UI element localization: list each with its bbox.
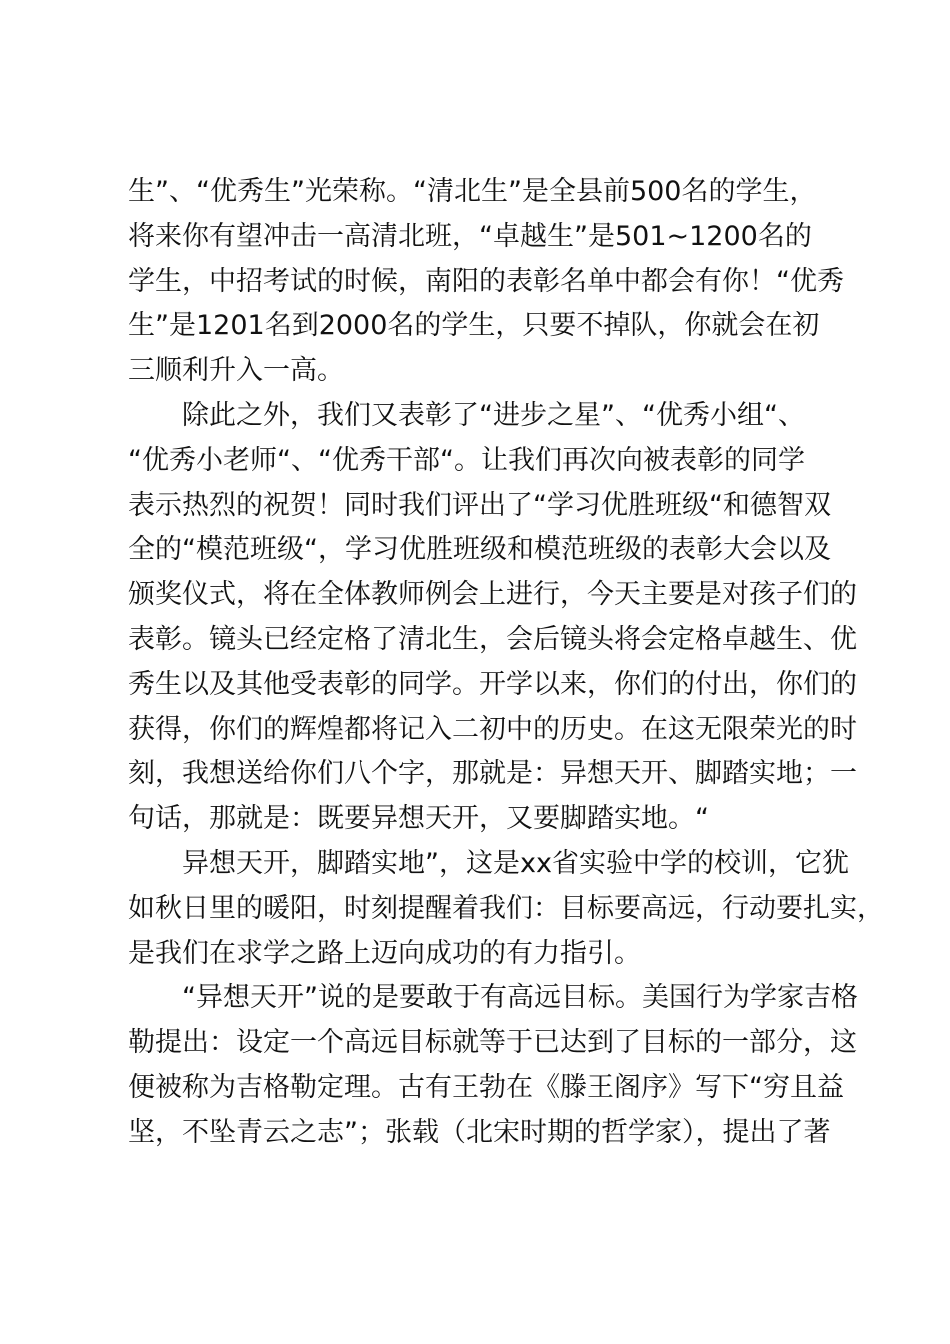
text-line: 勒提出：设定一个高远目标就等于已达到了目标的一部分，这 bbox=[128, 1027, 857, 1059]
text-line: 便被称为吉格勒定理。古有王勃在《滕王阁序》写下“穷且益 bbox=[128, 1071, 844, 1103]
text-line: 全的“模范班级“，学习优胜班级和模范班级的表彰大会以及 bbox=[128, 534, 831, 566]
body-text bbox=[128, 170, 884, 1156]
text-line: 将来你有望冲击一高清北班，“卓越生”是501~1200名的 bbox=[128, 220, 812, 252]
text-line: 颁奖仪式，将在全体教师例会上进行，今天主要是对孩子们的 bbox=[128, 579, 857, 611]
text-line: “异想天开”说的是要敢于有高远目标。美国行为学家吉格 bbox=[182, 982, 858, 1014]
text-line: 如秋日里的暖阳，时刻提醒着我们：目标要高远，行动要扎实， bbox=[128, 892, 884, 924]
text-line: 句话，那就是：既要异想天开，又要脚踏实地。“ bbox=[128, 803, 709, 835]
paragraph-2 bbox=[128, 394, 858, 842]
text-line: 表示热烈的祝贺！同时我们评出了“学习优胜班级“和德智双 bbox=[128, 489, 831, 521]
text-line: 表彰。镜头已经定格了清北生，会后镜头将会定格卓越生、优 bbox=[128, 623, 857, 655]
text-line: 除此之外，我们又表彰了“进步之星”、“优秀小组“、 bbox=[182, 399, 805, 431]
text-line: 生”是1201名到2000名的学生，只要不掉队，你就会在初 bbox=[128, 310, 820, 342]
paragraph-1 bbox=[128, 170, 858, 394]
paragraph-4 bbox=[128, 976, 858, 1155]
text-line: “优秀小老师“、“优秀干部“。让我们再次向被表彰的同学 bbox=[128, 444, 805, 476]
text-line: 三顺利升入一高。 bbox=[128, 355, 344, 387]
text-line: 异想天开，脚踏实地”，这是xx省实验中学的校训，它犹 bbox=[182, 847, 849, 879]
text-line: 是我们在求学之路上迈向成功的有力指引。 bbox=[128, 937, 641, 969]
text-line: 刻，我想送给你们八个字，那就是：异想天开、脚踏实地；一 bbox=[128, 758, 857, 790]
text-line: 获得，你们的辉煌都将记入二初中的历史。在这无限荣光的时 bbox=[128, 713, 857, 745]
text-line: 坚，不坠青云之志”；张载（北宋时期的哲学家），提出了著 bbox=[128, 1116, 831, 1148]
text-line: 生”、“优秀生”光荣称。“清北生”是全县前500名的学生， bbox=[128, 176, 817, 207]
text-line: 秀生以及其他受表彰的同学。开学以来，你们的付出，你们的 bbox=[128, 668, 857, 700]
paragraph-3 bbox=[128, 842, 884, 976]
text-line: 学生，中招考试的时候，南阳的表彰名单中都会有你！“优秀 bbox=[128, 265, 844, 297]
